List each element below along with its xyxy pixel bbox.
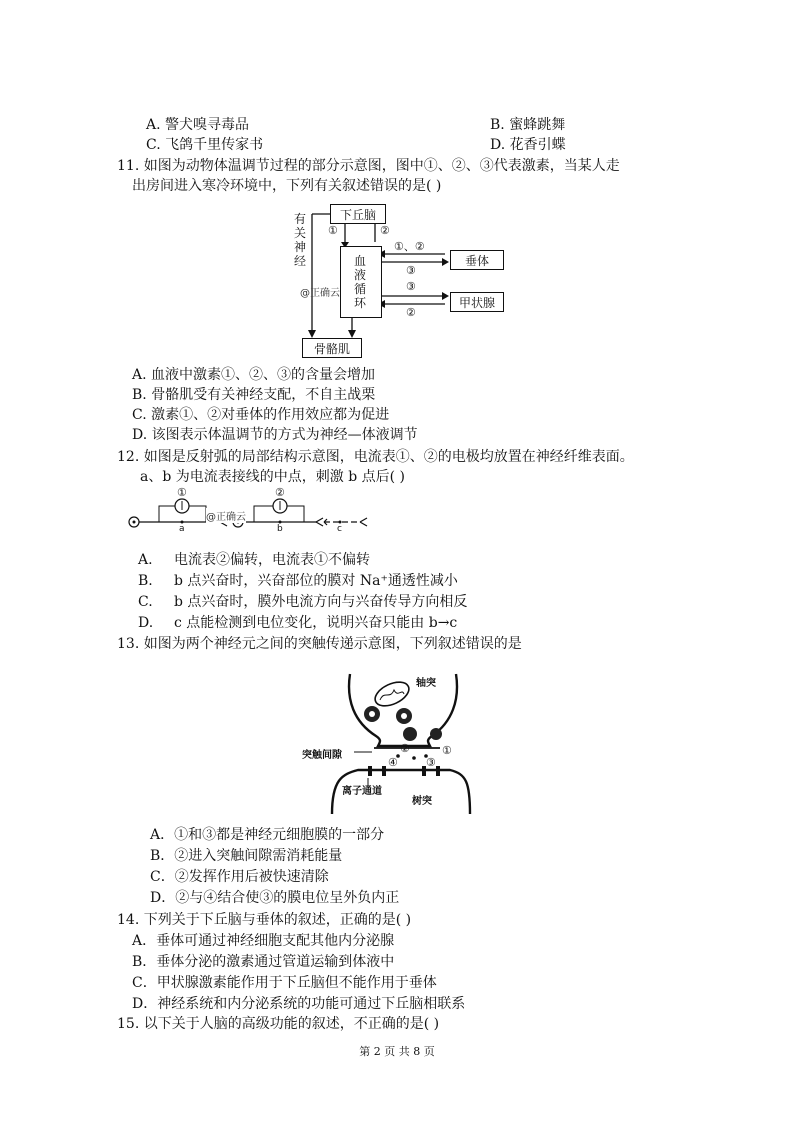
q13-option-c: C．②发挥作用后被快速清除 bbox=[150, 869, 329, 885]
axon-label: 轴突 bbox=[416, 678, 436, 689]
thyroid-box: 甲状腺 bbox=[450, 292, 504, 312]
q11-option-c: C. 激素①、②对垂体的作用效应都为促进 bbox=[132, 407, 390, 423]
q11-thermoregulation-diagram bbox=[290, 198, 510, 358]
point-a-label: a bbox=[179, 524, 185, 534]
q14-option-a: A．垂体可通过神经细胞支配其他内分泌腺 bbox=[132, 933, 395, 949]
label-1: ① bbox=[442, 744, 452, 757]
label-2: ② bbox=[400, 742, 410, 755]
q15-stem: 15. 以下关于人脑的高级功能的叙述，不正确的是( ) bbox=[117, 1016, 440, 1032]
q12-option-d: c 点能检测到电位变化，说明兴奋只能由 b→c bbox=[174, 615, 458, 631]
hormone-3-label-thyroid: ③ bbox=[406, 280, 416, 293]
hormone-2-label-thyroid: ② bbox=[406, 306, 416, 319]
q11-stem-line2: 出房间进入寒冷环境中，下列有关叙述错误的是( ) bbox=[132, 178, 442, 194]
ion-channel-label: 离子通道 bbox=[342, 786, 382, 797]
q12-option-b-letter: B. bbox=[138, 573, 153, 589]
q11-watermark: @正确云 bbox=[300, 288, 340, 299]
q13-stem: 13. 如图为两个神经元之间的突触传递示意图，下列叙述错误的是 bbox=[117, 636, 522, 652]
label-4: ④ bbox=[388, 756, 398, 769]
q10-option-c: C. 飞鸽千里传家书 bbox=[146, 137, 264, 153]
hormone-2-label-top: ② bbox=[380, 224, 390, 237]
q13-synapse-diagram bbox=[302, 670, 478, 816]
q14-option-c: C．甲状腺激素能作用于下丘脑但不能作用于垂体 bbox=[132, 975, 437, 991]
q13-option-a: A．①和③都是神经元细胞膜的一部分 bbox=[150, 827, 385, 843]
q11-diagram-lines bbox=[290, 198, 510, 358]
q12-reflex-arc-diagram bbox=[124, 486, 374, 532]
pituitary-box: 垂体 bbox=[450, 250, 504, 270]
q12-option-d-letter: D. bbox=[138, 615, 154, 631]
meter-2-label: ② bbox=[275, 486, 285, 499]
q12-option-c: b 点兴奋时，膜外电流方向与兴奋传导方向相反 bbox=[174, 594, 468, 610]
blood-circulation-label: 血液循环 bbox=[354, 254, 367, 310]
synaptic-cleft-label: 突触间隙 bbox=[302, 750, 342, 761]
hormone-1-label: ① bbox=[328, 224, 338, 237]
q13-option-b: B．②进入突触间隙需消耗能量 bbox=[150, 848, 343, 864]
q10-option-a: A. 警犬嗅寻毒品 bbox=[146, 117, 250, 133]
nerve-label: 有关神经 bbox=[294, 212, 307, 268]
q12-stem-line1: 12. 如图是反射弧的局部结构示意图，电流表①、②的电极均放置在神经纤维表面。 bbox=[117, 449, 634, 465]
meter-1-label: ① bbox=[177, 486, 187, 499]
q12-option-b: b 点兴奋时，兴奋部位的膜对 Na⁺通透性减小 bbox=[174, 573, 458, 589]
q14-option-d: D．神经系统和内分泌系统的功能可通过下丘脑相联系 bbox=[132, 996, 466, 1012]
hormone-12-label: ①、② bbox=[394, 240, 425, 253]
hypothalamus-box: 下丘脑 bbox=[330, 204, 386, 224]
q11-option-a: A. 血液中激素①、②、③的含量会增加 bbox=[132, 367, 376, 383]
blood-circulation-box bbox=[340, 246, 382, 318]
q13-option-d: D．②与④结合使③的膜电位呈外负内正 bbox=[150, 890, 400, 906]
q10-option-b: B. 蜜蜂跳舞 bbox=[490, 117, 566, 133]
q12-watermark: @正确云 bbox=[206, 508, 246, 523]
q11-option-d: D. 该图表示体温调节的方式为神经—体液调节 bbox=[132, 427, 418, 443]
q14-stem: 14. 下列关于下丘脑与垂体的叙述，正确的是( ) bbox=[117, 912, 412, 928]
hormone-3-label-pituitary: ③ bbox=[406, 264, 416, 277]
q12-option-a: 电流表②偏转，电流表①不偏转 bbox=[174, 552, 370, 568]
label-3: ③ bbox=[426, 756, 436, 769]
q12-option-a-letter: A. bbox=[138, 552, 153, 568]
q12-option-c-letter: C. bbox=[138, 594, 153, 610]
q11-option-b: B. 骨骼肌受有关神经支配，不自主战栗 bbox=[132, 387, 376, 403]
dendrite-label: 树突 bbox=[412, 796, 432, 807]
q12-stem-line2: a、b 为电流表接线的中点，刺激 b 点后( ) bbox=[140, 469, 405, 485]
q10-option-d: D. 花香引蝶 bbox=[490, 137, 566, 153]
point-c-label: c bbox=[337, 524, 342, 534]
point-b-label: b bbox=[277, 524, 283, 534]
q11-stem-line1: 11. 如图为动物体温调节过程的部分示意图，图中①、②、③代表激素，当某人走 bbox=[117, 158, 620, 174]
page-footer: 第 2 页 共 8 页 bbox=[359, 1045, 435, 1058]
q14-option-b: B．垂体分泌的激素通过管道运输到体液中 bbox=[132, 954, 395, 970]
skeletal-muscle-box: 骨骼肌 bbox=[302, 338, 362, 358]
